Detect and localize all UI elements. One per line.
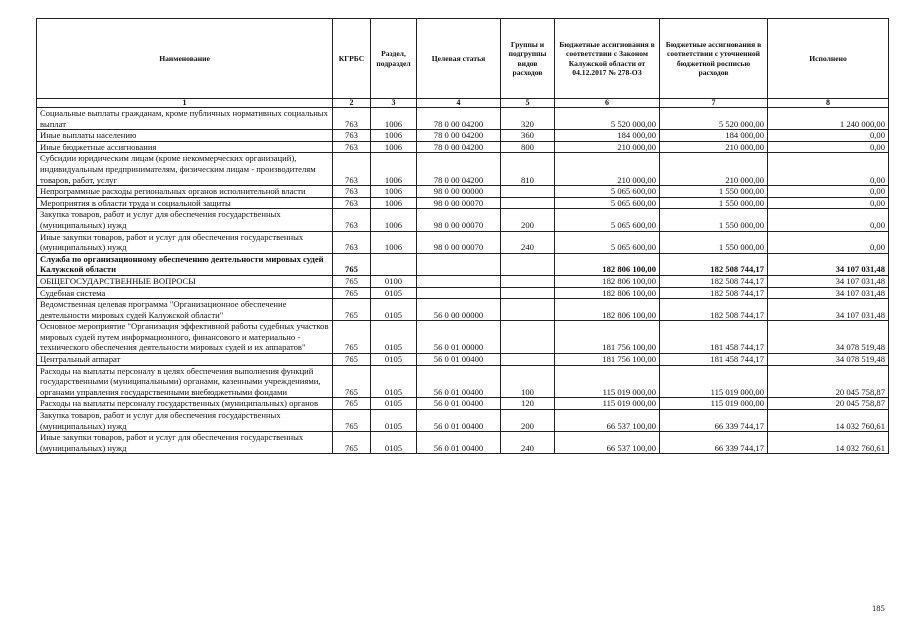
row-target: 56 0 01 00400 — [417, 432, 501, 454]
row-executed-amount: 34 107 031,48 — [768, 253, 889, 275]
table-row — [37, 321, 889, 354]
row-executed-amount: 34 107 031,48 — [768, 275, 889, 287]
row-kgrbs: 765 — [333, 410, 371, 432]
row-target: 56 0 00 00000 — [417, 299, 501, 321]
row-name: Ведомственная целевая программа "Организационное обеспечение деятельности мировых судей Калужской области" — [37, 299, 333, 321]
row-law-amount: 66 537 100,00 — [555, 410, 660, 432]
column-number: 1 — [37, 99, 333, 108]
table-row — [37, 108, 889, 130]
table-row — [37, 275, 889, 287]
row-refined-amount: 115 019 000,00 — [660, 365, 768, 398]
row-kgrbs: 763 — [333, 130, 371, 142]
row-razdel: 0105 — [371, 321, 417, 354]
row-razdel: 1006 — [371, 186, 417, 198]
row-refined-amount: 182 508 744,17 — [660, 275, 768, 287]
table-row — [37, 209, 889, 231]
row-executed-amount: 34 107 031,48 — [768, 299, 889, 321]
row-name: Субсидии юридическим лицам (кроме некоммерческих организаций), индивидуальным предпринимателям, физическим лицам - производителям товаров, работ, услуг — [37, 153, 333, 186]
row-refined-amount: 1 550 000,00 — [660, 197, 768, 209]
header-target: Целевая статья — [417, 19, 501, 99]
row-refined-amount: 1 550 000,00 — [660, 231, 768, 253]
row-kgrbs: 763 — [333, 141, 371, 153]
row-target: 98 0 00 00000 — [417, 186, 501, 198]
row-name: Иные закупки товаров, работ и услуг для обеспечения государственных (муниципальных) нужд — [37, 432, 333, 454]
row-razdel: 0100 — [371, 275, 417, 287]
row-razdel: 1006 — [371, 209, 417, 231]
row-refined-amount: 115 019 000,00 — [660, 398, 768, 410]
row-name: Служба по организационному обеспечению деятельности мировых судей Калужской области — [37, 253, 333, 275]
table-row — [37, 410, 889, 432]
row-name: Расходы на выплаты персоналу государственных (муниципальных) органов — [37, 398, 333, 410]
row-law-amount: 182 806 100,00 — [555, 299, 660, 321]
header-kgrbs: КГРБС — [333, 19, 371, 99]
row-name: Иные бюджетные ассигнования — [37, 141, 333, 153]
row-vr: 240 — [501, 432, 555, 454]
row-vr — [501, 197, 555, 209]
row-refined-amount: 182 508 744,17 — [660, 253, 768, 275]
row-vr: 200 — [501, 209, 555, 231]
row-kgrbs: 765 — [333, 398, 371, 410]
table-row — [37, 130, 889, 142]
row-target: 98 0 00 00070 — [417, 209, 501, 231]
row-name: Непрограммные расходы региональных органов исполнительной власти — [37, 186, 333, 198]
row-law-amount: 5 520 000,00 — [555, 108, 660, 130]
table-row — [37, 197, 889, 209]
table-row — [37, 299, 889, 321]
row-refined-amount: 182 508 744,17 — [660, 287, 768, 299]
row-law-amount: 5 065 600,00 — [555, 209, 660, 231]
row-razdel: 1006 — [371, 197, 417, 209]
row-refined-amount: 210 000,00 — [660, 153, 768, 186]
row-kgrbs: 765 — [333, 287, 371, 299]
row-law-amount: 182 806 100,00 — [555, 275, 660, 287]
row-target: 56 0 01 00400 — [417, 410, 501, 432]
row-target: 78 0 00 04200 — [417, 130, 501, 142]
header-law: Бюджетные ассигнования в соответствии с Законом Калужской области от 04.12.2017 № 278-ОЗ — [555, 19, 660, 99]
row-executed-amount: 0,00 — [768, 209, 889, 231]
row-target: 78 0 00 04200 — [417, 108, 501, 130]
row-refined-amount: 66 339 744,17 — [660, 410, 768, 432]
row-law-amount: 115 019 000,00 — [555, 398, 660, 410]
row-law-amount: 182 806 100,00 — [555, 253, 660, 275]
row-vr: 800 — [501, 141, 555, 153]
row-executed-amount: 0,00 — [768, 130, 889, 142]
column-number: 5 — [501, 99, 555, 108]
row-kgrbs: 763 — [333, 197, 371, 209]
row-vr — [501, 253, 555, 275]
row-razdel: 0105 — [371, 287, 417, 299]
row-name: Закупка товаров, работ и услуг для обеспечения государственных (муниципальных) нужд — [37, 410, 333, 432]
row-kgrbs: 765 — [333, 432, 371, 454]
row-target — [417, 287, 501, 299]
row-executed-amount: 0,00 — [768, 231, 889, 253]
row-law-amount: 66 537 100,00 — [555, 432, 660, 454]
row-executed-amount: 20 045 758,87 — [768, 365, 889, 398]
row-name: Центральный аппарат — [37, 354, 333, 366]
table-row — [37, 432, 889, 454]
column-number: 8 — [768, 99, 889, 108]
row-name: Иные закупки товаров, работ и услуг для обеспечения государственных (муниципальных) нужд — [37, 231, 333, 253]
column-number: 7 — [660, 99, 768, 108]
column-number: 3 — [371, 99, 417, 108]
row-kgrbs: 763 — [333, 209, 371, 231]
table-row — [37, 398, 889, 410]
row-name: Основное мероприятие "Организация эффективной работы судебных участков мировых судей путем информационного, финансового и материально - технического обеспечения деятельности мировых судей и их аппаратов" — [37, 321, 333, 354]
row-kgrbs: 765 — [333, 365, 371, 398]
row-target: 78 0 00 04200 — [417, 141, 501, 153]
row-law-amount: 115 019 000,00 — [555, 365, 660, 398]
budget-table — [36, 18, 889, 454]
row-kgrbs: 765 — [333, 354, 371, 366]
row-vr: 200 — [501, 410, 555, 432]
row-name: ОБЩЕГОСУДАРСТВЕННЫЕ ВОПРОСЫ — [37, 275, 333, 287]
row-executed-amount: 1 240 000,00 — [768, 108, 889, 130]
row-vr: 810 — [501, 153, 555, 186]
row-refined-amount: 1 550 000,00 — [660, 209, 768, 231]
row-vr — [501, 299, 555, 321]
row-vr — [501, 287, 555, 299]
row-refined-amount: 210 000,00 — [660, 141, 768, 153]
row-law-amount: 181 756 100,00 — [555, 354, 660, 366]
table-row — [37, 365, 889, 398]
column-number: 2 — [333, 99, 371, 108]
row-kgrbs: 765 — [333, 299, 371, 321]
row-vr: 120 — [501, 398, 555, 410]
row-executed-amount: 34 078 519,48 — [768, 321, 889, 354]
row-razdel: 1006 — [371, 231, 417, 253]
row-refined-amount: 66 339 744,17 — [660, 432, 768, 454]
row-razdel: 0105 — [371, 432, 417, 454]
row-law-amount: 210 000,00 — [555, 153, 660, 186]
row-target: 56 0 01 00400 — [417, 398, 501, 410]
row-razdel: 1006 — [371, 108, 417, 130]
row-kgrbs: 765 — [333, 253, 371, 275]
table-body — [37, 108, 889, 454]
row-vr — [501, 186, 555, 198]
table-row — [37, 141, 889, 153]
row-target: 56 0 01 00400 — [417, 365, 501, 398]
row-refined-amount: 181 458 744,17 — [660, 354, 768, 366]
table-row — [37, 231, 889, 253]
row-kgrbs: 765 — [333, 275, 371, 287]
row-razdel: 1006 — [371, 153, 417, 186]
page-number: 185 — [872, 603, 885, 613]
header-groups: Группы и подгруппы видов расходов — [501, 19, 555, 99]
row-vr: 320 — [501, 108, 555, 130]
header-razdel: Раздел, подраздел — [371, 19, 417, 99]
table-row — [37, 153, 889, 186]
row-name: Расходы на выплаты персоналу в целях обеспечения выполнения функций государственными (муниципальными) органами, казенными учреждениями, органами управления государственными внебюджетными фондами — [37, 365, 333, 398]
row-law-amount: 181 756 100,00 — [555, 321, 660, 354]
row-law-amount: 5 065 600,00 — [555, 231, 660, 253]
row-refined-amount: 182 508 744,17 — [660, 299, 768, 321]
row-razdel: 1006 — [371, 130, 417, 142]
table-row — [37, 354, 889, 366]
row-executed-amount: 34 078 519,48 — [768, 354, 889, 366]
row-executed-amount: 0,00 — [768, 153, 889, 186]
row-razdel: 0105 — [371, 398, 417, 410]
row-executed-amount: 14 032 760,61 — [768, 410, 889, 432]
row-vr — [501, 354, 555, 366]
row-law-amount: 5 065 600,00 — [555, 197, 660, 209]
row-target — [417, 253, 501, 275]
row-law-amount: 210 000,00 — [555, 141, 660, 153]
row-target: 98 0 00 00070 — [417, 231, 501, 253]
row-kgrbs: 765 — [333, 321, 371, 354]
row-name: Закупка товаров, работ и услуг для обеспечения государственных (муниципальных) нужд — [37, 209, 333, 231]
header-refined: Бюджетные ассигнования в соответствии с уточненной бюджетной росписью расходов — [660, 19, 768, 99]
row-razdel: 0105 — [371, 354, 417, 366]
row-vr — [501, 321, 555, 354]
table-row — [37, 287, 889, 299]
row-executed-amount: 0,00 — [768, 141, 889, 153]
row-executed-amount: 20 045 758,87 — [768, 398, 889, 410]
header-executed: Исполнено — [768, 19, 889, 99]
row-vr: 360 — [501, 130, 555, 142]
row-vr: 100 — [501, 365, 555, 398]
row-vr — [501, 275, 555, 287]
row-razdel: 0105 — [371, 410, 417, 432]
row-executed-amount: 0,00 — [768, 197, 889, 209]
row-razdel — [371, 253, 417, 275]
row-name: Судебная система — [37, 287, 333, 299]
row-vr: 240 — [501, 231, 555, 253]
column-number-row — [37, 99, 889, 108]
column-number: 6 — [555, 99, 660, 108]
row-law-amount: 182 806 100,00 — [555, 287, 660, 299]
column-number: 4 — [417, 99, 501, 108]
row-refined-amount: 1 550 000,00 — [660, 186, 768, 198]
row-target: 56 0 01 00000 — [417, 321, 501, 354]
row-refined-amount: 5 520 000,00 — [660, 108, 768, 130]
row-refined-amount: 181 458 744,17 — [660, 321, 768, 354]
row-refined-amount: 184 000,00 — [660, 130, 768, 142]
row-razdel: 0105 — [371, 365, 417, 398]
row-razdel: 1006 — [371, 141, 417, 153]
row-name: Мероприятия в области труда и социальной защиты — [37, 197, 333, 209]
row-target: 98 0 00 00070 — [417, 197, 501, 209]
row-kgrbs: 763 — [333, 231, 371, 253]
header-name: Наименование — [37, 19, 333, 99]
row-executed-amount: 34 107 031,48 — [768, 287, 889, 299]
table-row — [37, 186, 889, 198]
row-law-amount: 184 000,00 — [555, 130, 660, 142]
row-law-amount: 5 065 600,00 — [555, 186, 660, 198]
row-target — [417, 275, 501, 287]
row-kgrbs: 763 — [333, 186, 371, 198]
row-target: 56 0 01 00400 — [417, 354, 501, 366]
row-kgrbs: 763 — [333, 153, 371, 186]
row-executed-amount: 14 032 760,61 — [768, 432, 889, 454]
row-kgrbs: 763 — [333, 108, 371, 130]
row-name: Иные выплаты населению — [37, 130, 333, 142]
row-razdel: 0105 — [371, 299, 417, 321]
row-target: 78 0 00 04200 — [417, 153, 501, 186]
table-row — [37, 253, 889, 275]
row-name: Социальные выплаты гражданам, кроме публичных нормативных социальных выплат — [37, 108, 333, 130]
row-executed-amount: 0,00 — [768, 186, 889, 198]
